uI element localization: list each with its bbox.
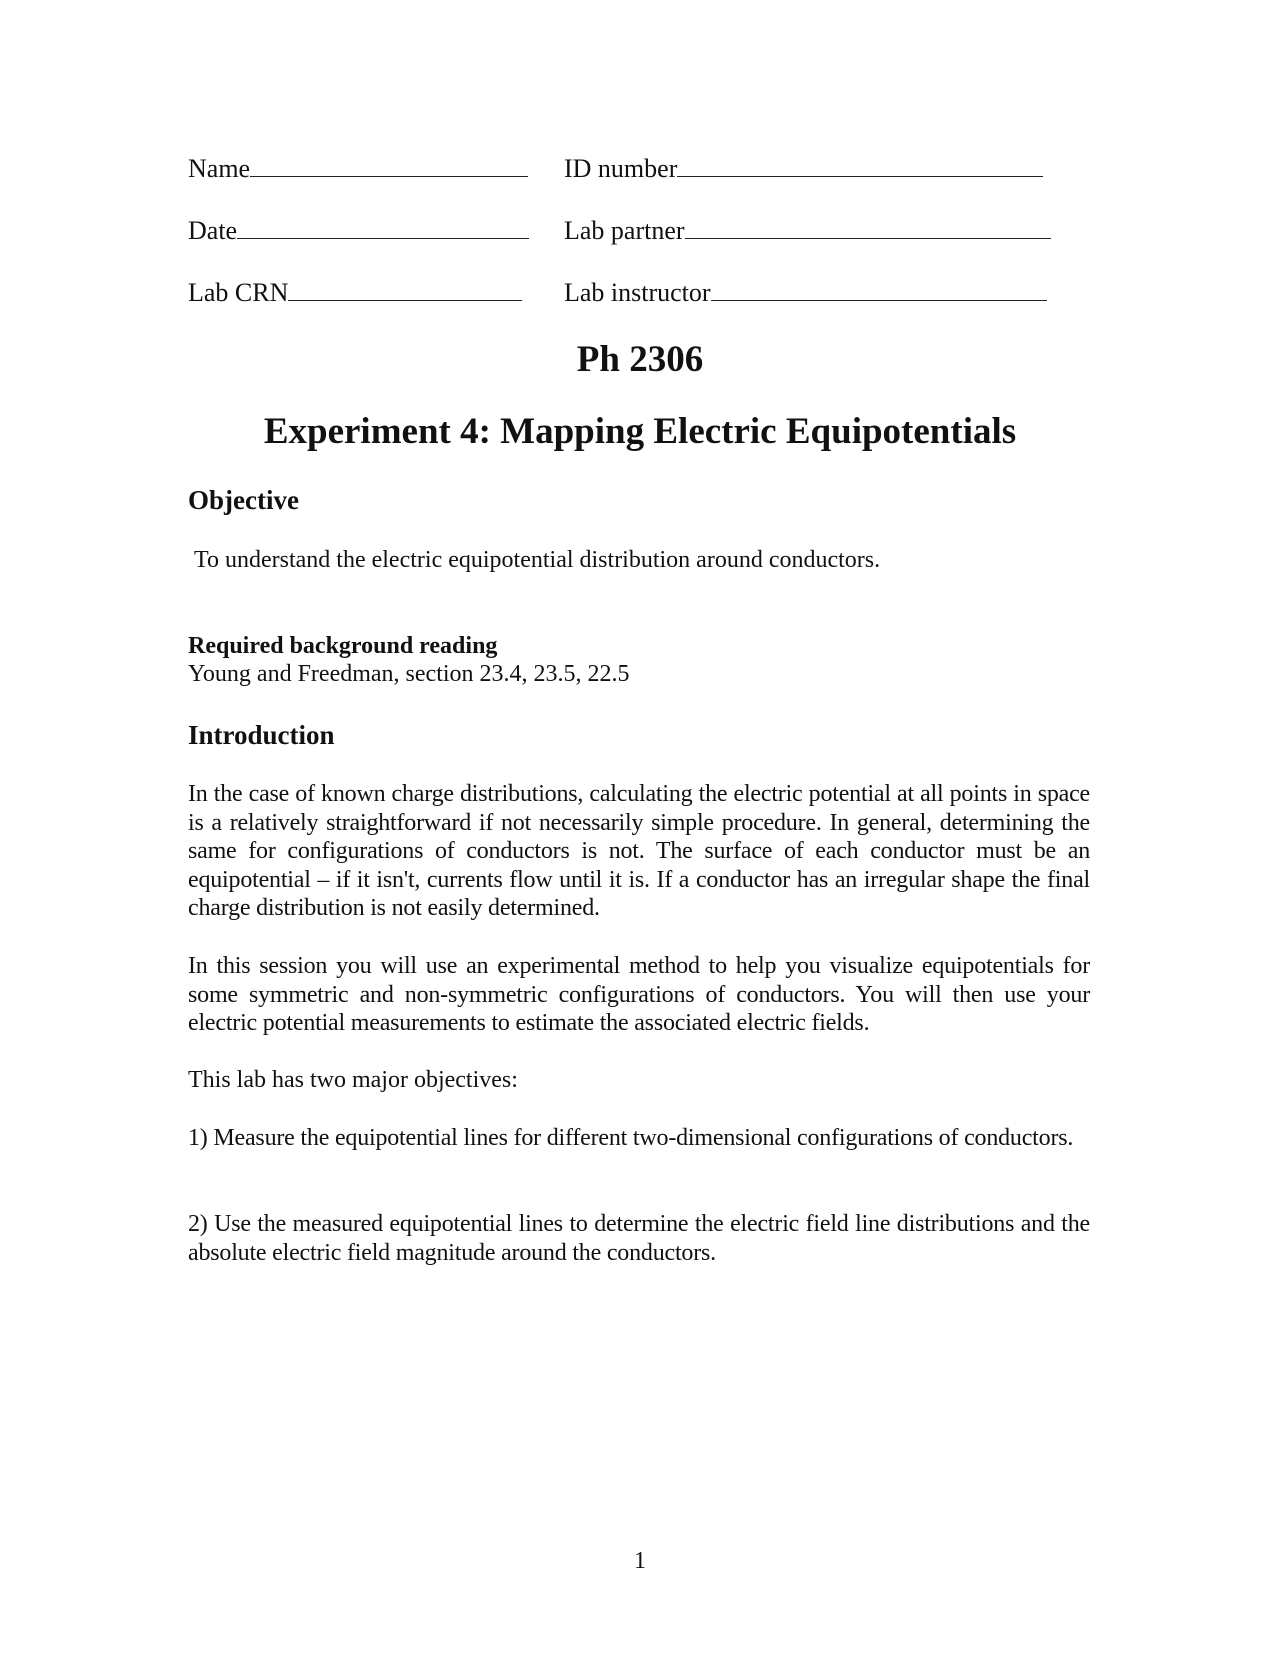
name-blank-line[interactable] [250,152,528,177]
id-number-blank-line[interactable] [677,152,1043,177]
lab-crn-blank-line[interactable] [288,276,522,301]
lab-partner-label: Lab partner [564,216,685,245]
date-field[interactable] [188,214,529,246]
page-number: 1 [634,1548,646,1574]
objective-text: To understand the electric equipotential distribution around conductors. [194,547,881,573]
lab-crn-field[interactable] [188,276,522,308]
objective-item-1: 1) Measure the equipotential lines for different two-dimensional configurations of conductors. [188,1125,1074,1151]
course-code [0,338,1280,382]
lab-instructor-label: Lab instructor [564,278,711,307]
lab-instructor-field[interactable] [564,276,1047,308]
lab-partner-field[interactable] [564,214,1051,246]
name-field[interactable] [188,152,528,184]
lab-crn-label: Lab CRN [188,278,289,307]
objective-item-2: 2) Use the measured equipotential lines to determine the electric field line distributions and the absolute electric field magnitude around the conductors. [188,1211,1090,1266]
id-number-field[interactable] [564,152,1043,184]
page-title: Experiment 4: Mapping Electric Equipotentials [263,411,1017,452]
reading-heading: Required background reading [188,633,498,659]
objective-heading: Objective [188,485,299,515]
objectives-intro: This lab has two major objectives: [188,1067,518,1093]
name-label: Name [188,154,251,183]
lab-instructor-blank-line[interactable] [711,276,1047,301]
date-blank-line[interactable] [237,214,529,239]
intro-paragraph-1: In the case of known charge distributions, calculating the electric potential at all points in space is a relatively straightforward if not necessarily simple procedure. In general, determining the same for configurations of conductors is not. The surface of each conductor must be an equipotential – if it isn't, currents flow until it is. If a conductor has an irregular shape the final charge distribution is not easily determined. [188,781,1090,922]
lab-partner-blank-line[interactable] [685,214,1051,239]
id-number-label: ID number [564,154,678,183]
introduction-heading: Introduction [188,720,335,750]
reading-text: Young and Freedman, section 23.4, 23.5, 22.5 [188,661,630,687]
date-label: Date [188,216,238,245]
course-code-text: Ph 2306 [576,339,704,380]
intro-paragraph-2: In this session you will use an experimental method to help you visualize equipotentials for some symmetric and non-symmetric configurations of conductors. You will then use your electric potential measurements to estimate the associated electric fields. [188,953,1090,1037]
